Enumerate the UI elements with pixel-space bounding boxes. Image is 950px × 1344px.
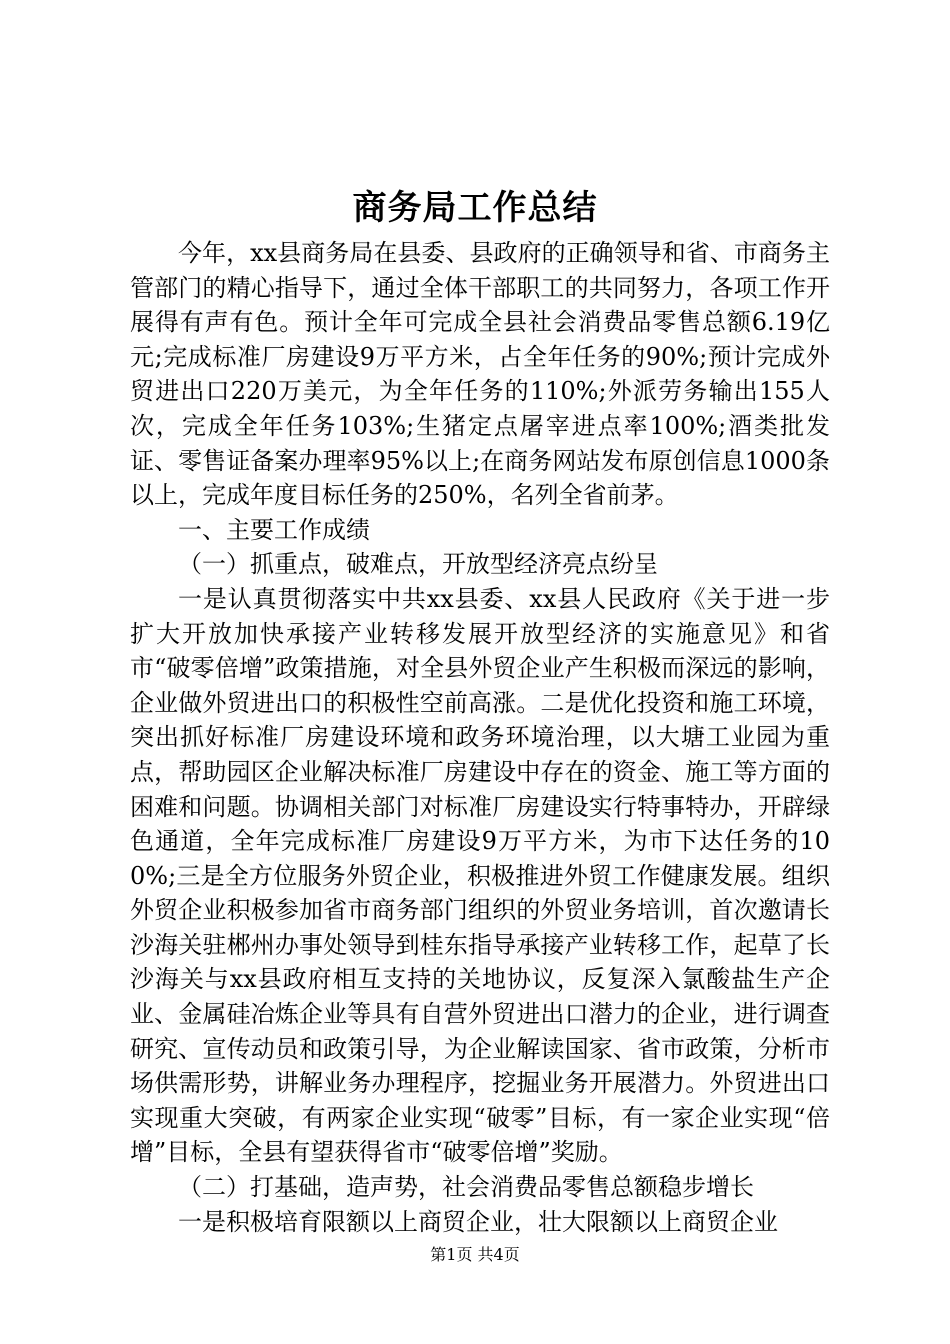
- document-body: [130, 236, 830, 1239]
- subsection-heading: （一）抓重点，破难点，开放型经济亮点纷呈: [178, 550, 658, 579]
- body-paragraph: 一是认真贯彻落实中共xx县委、xx县人民政府《关于进一步扩大开放加快承接产业转移发展开放型经济的实施意见》和省市“破零倍增”政策措施，对全县外贸企业产生积极而深远的影响，企业做外贸进出口的积极性空前高涨。二是优化投资和施工环境，突出抓好标准厂房建设环境和政务环境治理，以大塘工业园为重点，帮助园区企业解决标准厂房建设中存在的资金、施工等方面的困难和问题。协调相关部门对标准厂房建设实行特事特办，开辟绿色通道，全年完成标准厂房建设9万平方米，为市下达任务的100%;三是全方位服务外贸企业，积极推进外贸工作健康发展。组织外贸企业积极参加省市商务部门组织的外贸业务培训，首次邀请长沙海关驻郴州办事处领导到桂东指导承接产业转移工作，起草了长沙海关与xx县政府相互支持的关地协议，反复深入氯酸盐生产企业、金属硅冶炼企业等具有自营外贸进出口潜力的企业，进行调查研究、宣传动员和政策引导，为企业解读国家、省市政策，分析市场供需形势，讲解业务办理程序，挖掘业务开展潜力。外贸进出口实现重大突破，有两家企业实现“破零”目标，有一家企业实现“倍增”目标，全县有望获得省市“破零倍增”奖励。: [130, 584, 830, 1167]
- page-footer: 第1页 共4页: [430, 1245, 520, 1264]
- body-paragraph: 一是积极培育限额以上商贸企业，壮大限额以上商贸企业: [178, 1207, 778, 1236]
- section-heading: 一、主要工作成绩: [178, 515, 370, 544]
- subsection-heading: （二）打基础，造声势，社会消费品零售总额稳步增长: [178, 1173, 754, 1202]
- document-title: 商务局工作总结: [352, 188, 598, 228]
- intro-paragraph: 今年，xx县商务局在县委、县政府的正确领导和省、市商务主管部门的精心指导下，通过全体干部职工的共同努力，各项工作开展得有声有色。预计全年可完成全县社会消费品零售总额6.19亿元;完成标准厂房建设9万平方米，占全年任务的90%;预计完成外贸进出口220万美元，为全年任务的110%;外派劳务输出155人次，完成全年任务103%;生猪定点屠宰进点率100%;酒类批发证、零售证备案办理率95%以上;在商务网站发布原创信息1000条以上，完成年度目标任务的250%，名列全省前茅。: [130, 239, 830, 510]
